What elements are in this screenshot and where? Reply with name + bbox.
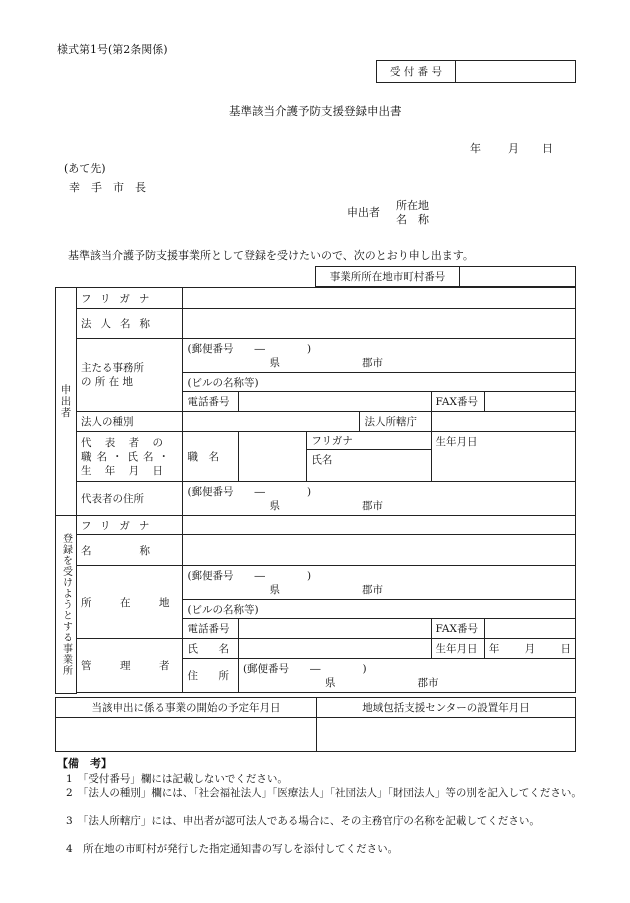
main-office-label-line1: 主たる事務所	[80, 362, 144, 374]
date-year: 年	[470, 142, 481, 155]
main-office-address-field[interactable]	[183, 339, 576, 373]
office-prefecture-label: 県	[269, 583, 280, 596]
building-name-field[interactable]: (ビルの名称等)	[183, 373, 576, 392]
note-3: 3 「法人所轄庁」には、申出者が認可法人である場合に、その主務官庁の名称を記載してください。	[66, 815, 540, 827]
manager-birth-year: 年	[488, 643, 500, 655]
furigana-field[interactable]	[183, 288, 576, 309]
form-number: 様式第1号(第2条関係)	[57, 43, 168, 56]
form-title: 基準該当介護予防支援登録申出書	[229, 104, 402, 118]
office-furigana-label: フリガナ	[76, 516, 183, 535]
note-4: 4 所在地の市町村が発行した指定通知書の写しを添付してください。	[66, 843, 399, 855]
manager-postal-code-line: (郵便番号 ― )	[242, 662, 367, 675]
manager-label: 管 理 者	[76, 639, 183, 693]
applicant-label: 申出者	[347, 206, 380, 219]
rep-prefecture-label: 県	[269, 499, 280, 512]
manager-prefecture-label: 県	[324, 676, 336, 689]
date-day: 日	[542, 142, 553, 155]
manager-birth-month: 月	[524, 643, 536, 655]
office-city-label: 郡市	[361, 583, 383, 596]
start-date-field[interactable]	[56, 718, 317, 752]
fax-label: FAX番号	[431, 392, 484, 412]
rep-furigana-label: フリガナ	[307, 432, 431, 450]
postal-code-line: (郵便番号 ― )	[187, 342, 312, 355]
representative-label	[76, 432, 183, 482]
furigana-label: フリガナ	[76, 288, 183, 309]
rep-title-label: 職 名	[183, 432, 239, 482]
receipt-number-box	[376, 60, 576, 83]
phone-field[interactable]	[238, 392, 431, 412]
rep-address-label: 代表者の住所	[76, 482, 183, 516]
applicant-address-label: 所在地	[396, 199, 429, 212]
city-label: 郡市	[361, 356, 383, 369]
date-month: 月	[508, 142, 519, 155]
main-office-label	[76, 339, 183, 412]
jurisdiction-label: 法人所轄庁	[360, 412, 431, 432]
representative-label-line1: 代 表 者 の	[80, 436, 168, 449]
corp-type-field[interactable]	[183, 412, 360, 432]
start-date-label: 当該申出に係る事業の開始の予定年月日	[56, 698, 317, 718]
office-section-label: 登録を受けようとする事業所	[56, 516, 77, 694]
manager-city-label: 郡市	[417, 676, 439, 689]
manager-address-label: 住 所	[183, 659, 239, 693]
office-phone-field[interactable]	[238, 619, 431, 639]
office-postal-code-line: (郵便番号 ― )	[187, 569, 312, 582]
note-1: 1 「受付番号」欄には記載しないでください。	[66, 773, 288, 785]
municipality-code-label: 事業所所在地市町村番号	[316, 267, 460, 287]
manager-birthdate-label: 生年月日	[431, 639, 484, 659]
addressee-prefix: (あて先)	[64, 162, 106, 175]
representative-label-line3: 生 年 月 日	[80, 464, 168, 477]
office-building-field[interactable]: (ビルの名称等)	[183, 600, 576, 619]
corp-name-label: 法人名称	[76, 309, 183, 339]
applicant-section-label: 申出者	[56, 288, 77, 516]
office-furigana-field[interactable]	[183, 516, 576, 535]
prefecture-label: 県	[269, 356, 280, 369]
fax-field[interactable]	[484, 392, 575, 412]
addressee-name: 幸 手 市 長	[69, 181, 146, 194]
corp-name-field[interactable]	[183, 309, 576, 339]
office-phone-label: 電話番号	[183, 619, 239, 639]
rep-name-field[interactable]	[307, 450, 431, 482]
office-name-field[interactable]	[183, 535, 576, 566]
rep-address-field[interactable]	[183, 482, 576, 516]
notes-title: 【備 考】	[57, 757, 112, 770]
manager-birthdate-field[interactable]	[484, 639, 575, 659]
manager-birth-day: 日	[560, 643, 571, 655]
note-2: 2 「法人の種別」欄には、「社会福祉法人」「医療法人」「社団法人」「財団法人」等の別を記入してください。	[66, 787, 582, 799]
jurisdiction-field[interactable]	[431, 412, 575, 432]
municipality-code-field[interactable]	[460, 267, 576, 287]
main-office-label-line2: の 所 在 地	[80, 376, 133, 388]
manager-name-label: 氏 名	[183, 639, 239, 659]
office-fax-field[interactable]	[484, 619, 575, 639]
birthdate-field[interactable]	[431, 432, 575, 482]
manager-name-field[interactable]	[238, 639, 431, 659]
phone-label: 電話番号	[183, 392, 239, 412]
rep-city-label: 郡市	[361, 499, 383, 512]
corp-type-label: 法人の種別	[76, 412, 183, 432]
office-location-label: 所 在 地	[76, 566, 183, 639]
center-date-field[interactable]	[317, 718, 576, 752]
center-date-label: 地域包括支援センターの設置年月日	[317, 698, 576, 718]
intro-text: 基準該当介護予防支援事業所として登録を受けたいので、次のとおり申し出ます。	[68, 249, 474, 262]
rep-name-label: 氏名	[311, 454, 333, 466]
applicant-name-label: 名 称	[396, 213, 429, 226]
office-name-label: 名 称	[76, 535, 183, 566]
rep-postal-code-line: (郵便番号 ― )	[187, 485, 312, 498]
representative-label-line2: 職名・氏名・	[80, 450, 174, 463]
dates-table	[55, 697, 576, 752]
rep-title-field[interactable]	[238, 432, 306, 482]
receipt-number-label: 受 付 番 号	[377, 61, 456, 83]
municipality-code-box	[315, 266, 576, 287]
office-fax-label: FAX番号	[431, 619, 484, 639]
main-form-table	[55, 287, 576, 694]
manager-address-field[interactable]	[238, 659, 575, 693]
office-address-field[interactable]	[183, 566, 576, 600]
receipt-number-field[interactable]	[456, 61, 576, 83]
birthdate-label: 生年月日	[435, 436, 478, 448]
